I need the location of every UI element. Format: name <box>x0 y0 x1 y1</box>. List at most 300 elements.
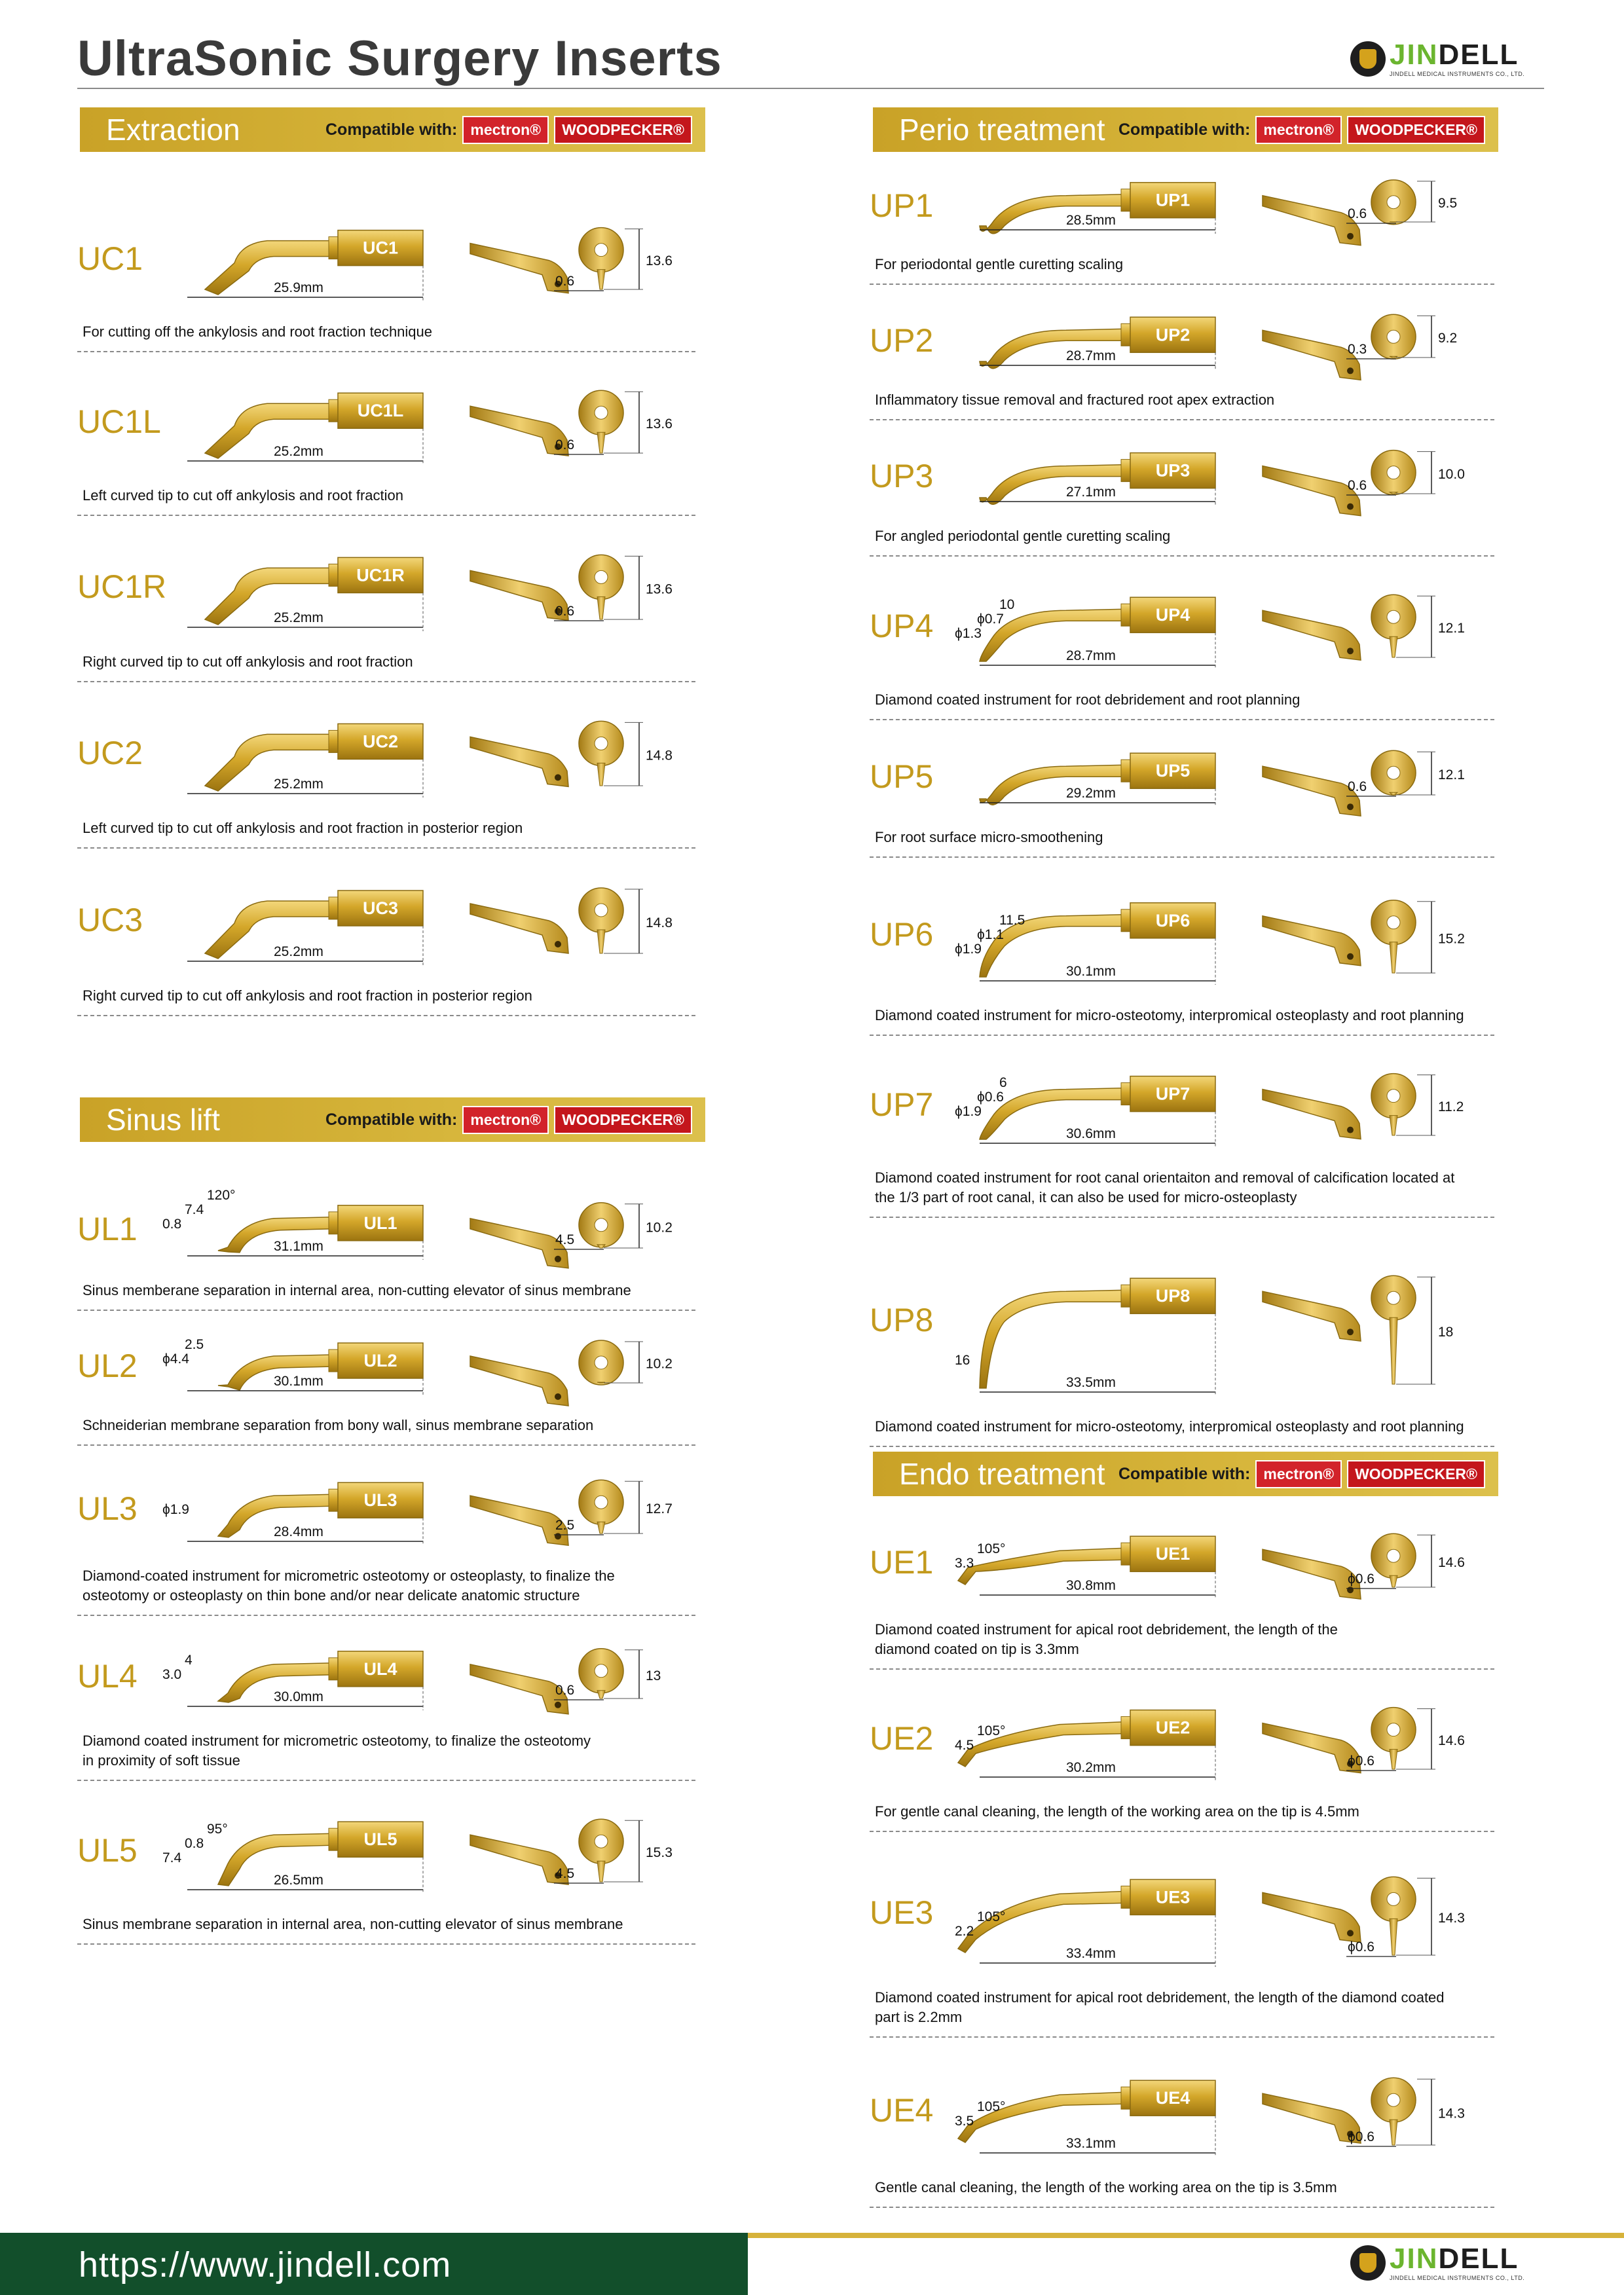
insert-drawing <box>870 1839 1498 1988</box>
insert-drawing <box>77 359 699 486</box>
hub-collar <box>329 1349 338 1372</box>
insert-3d-view <box>470 904 568 953</box>
height-label: 13.6 <box>646 581 673 597</box>
row-separator <box>870 2036 1494 2038</box>
tip-annotation-label: 3.5 <box>955 2114 974 2129</box>
insert-3d-body <box>1263 766 1361 816</box>
row-separator <box>77 847 695 849</box>
height-label: 14.8 <box>646 748 673 763</box>
insert-3d-view <box>1263 2093 1361 2143</box>
insert-3d-view <box>470 244 568 293</box>
insert-uc2 <box>77 689 699 855</box>
tip-annotation-label: ϕ0.7 <box>977 612 1004 627</box>
insert-3d-body <box>470 570 568 620</box>
woodpecker-badge: WOODPECKER® <box>554 1106 692 1134</box>
insert-code: UC1R <box>77 568 167 605</box>
tip-annotation-label: 105° <box>977 1723 1006 1738</box>
jindell-logo <box>1350 41 1524 77</box>
insert-hub <box>1121 183 1215 218</box>
front-view-tip <box>597 930 605 953</box>
insert-3d-view <box>470 1219 568 1268</box>
hub-collar <box>329 730 338 752</box>
length-label: 30.0mm <box>274 1689 323 1704</box>
mectron-badge: mectron® <box>1255 1460 1342 1488</box>
hub-code-label: UP2 <box>1155 325 1190 345</box>
insert-up2 <box>870 291 1498 427</box>
insert-3d-view <box>1263 330 1361 380</box>
insert-hub <box>329 1651 423 1687</box>
front-view-tip <box>1390 2120 1397 2145</box>
insert-3d-body <box>470 1664 568 1714</box>
insert-3d-body <box>1263 2093 1361 2143</box>
hub-code-label: UL3 <box>363 1490 397 1511</box>
insert-hub <box>1121 1536 1215 1571</box>
insert-hub <box>1121 753 1215 788</box>
tip-width-label: ϕ0.6 <box>1348 1753 1375 1769</box>
insert-description: For root surface micro-smoothening <box>875 829 1103 845</box>
insert-3d-body <box>1263 916 1361 966</box>
tip-annotation-label: ϕ1.1 <box>977 927 1004 942</box>
insert-3d-body <box>470 1835 568 1884</box>
front-view-tip <box>1390 1919 1397 1955</box>
tip-width-label: 4.5 <box>555 1866 575 1881</box>
front-view-bore <box>595 1356 608 1369</box>
insert-up6 <box>870 864 1498 1042</box>
insert-3d-hole <box>1347 1587 1354 1593</box>
insert-drawing <box>870 1506 1498 1620</box>
insert-drawing <box>77 196 699 322</box>
tip-annotation-label: 120° <box>207 1188 236 1203</box>
hub-collar <box>1121 460 1130 482</box>
row-separator <box>870 1035 1494 1036</box>
row-separator <box>870 1668 1494 1670</box>
insert-front-view <box>579 1340 623 1385</box>
insert-3d-body <box>1263 1892 1361 1942</box>
insert-hub <box>1121 597 1215 633</box>
hub-code-label: UP3 <box>1155 460 1190 481</box>
height-label: 14.6 <box>1438 1555 1465 1571</box>
insert-code: UE4 <box>870 2092 934 2129</box>
hub-collar <box>1121 1717 1130 1739</box>
tip-annotation-label: 7.4 <box>185 1202 204 1217</box>
insert-drawing <box>870 1042 1498 1168</box>
hub-collar <box>1121 1285 1130 1307</box>
hub-code-label: UC1L <box>357 401 404 421</box>
insert-description: For cutting off the ankylosis and root fraction technique <box>83 323 433 340</box>
logo-brand-b: DELL <box>1438 2243 1519 2275</box>
insert-description: Right curved tip to cut off ankylosis and root fraction <box>83 653 413 670</box>
height-label: 12.1 <box>1438 621 1465 636</box>
front-view-tip <box>597 1691 605 1698</box>
height-label: 10.2 <box>646 1220 673 1236</box>
mectron-badge: mectron® <box>462 1106 549 1134</box>
front-view-tip <box>1390 1750 1397 1769</box>
hub-code-label: UC3 <box>362 898 399 918</box>
insert-description: Diamond coated instrument for apical root debridement, the length of the <box>875 1621 1338 1638</box>
height-label: 10.2 <box>646 1356 673 1372</box>
tip-annotation-label: 105° <box>977 1541 1006 1556</box>
insert-description: Diamond coated instrument for micro-osteotomy, interpromical osteoplasty and root planning <box>875 1007 1464 1023</box>
tip-annotation-label: 0.8 <box>162 1217 182 1232</box>
height-label: 13.6 <box>646 253 673 268</box>
banner-sinus <box>80 1097 705 1142</box>
insert-drawing <box>870 291 1498 390</box>
hub-code-label: UP8 <box>1155 1286 1190 1306</box>
length-label: 29.2mm <box>1066 786 1116 801</box>
tip-width-label: 0.6 <box>1348 206 1367 221</box>
insert-hub <box>329 1205 423 1241</box>
insert-ue4 <box>870 2044 1498 2214</box>
insert-code: UP3 <box>870 458 934 494</box>
insert-code: UE1 <box>870 1544 934 1581</box>
hub-collar <box>1121 323 1130 346</box>
hub-collar <box>1121 604 1130 626</box>
row-separator <box>870 1446 1494 1447</box>
insert-ue3 <box>870 1839 1498 2044</box>
front-view-bore <box>595 1664 608 1678</box>
insert-hub <box>329 1822 423 1857</box>
tip-annotation-label: 10 <box>999 597 1015 612</box>
height-label: 11.2 <box>1438 1099 1464 1114</box>
website-link[interactable]: https://www.jindell.com <box>79 2245 452 2285</box>
insert-uc1 <box>77 196 699 359</box>
row-separator <box>870 719 1494 720</box>
hub-code-label: UC2 <box>362 731 399 752</box>
woodpecker-badge: WOODPECKER® <box>1347 116 1485 144</box>
row-separator <box>870 555 1494 557</box>
insert-hub <box>329 1482 423 1518</box>
tip-annotation-label: 7.4 <box>162 1850 182 1865</box>
row-separator <box>870 856 1494 858</box>
insert-description: For angled periodontal gentle curetting scaling <box>875 528 1171 544</box>
insert-hub <box>329 393 423 428</box>
insert-drawing <box>77 689 699 818</box>
tip-annotation-label: 11.5 <box>999 913 1025 928</box>
insert-hub <box>1121 453 1215 488</box>
row-separator <box>870 284 1494 285</box>
insert-front-view <box>1371 1276 1416 1384</box>
front-view-tip <box>597 1522 605 1533</box>
insert-hub <box>329 1343 423 1378</box>
insert-front-view <box>1371 1074 1416 1135</box>
insert-3d-hole <box>1347 504 1354 510</box>
tip-width-label: 0.6 <box>555 1683 575 1698</box>
tip-width-label: ϕ0.6 <box>1348 2129 1375 2144</box>
hub-code-label: UE4 <box>1155 2088 1190 2108</box>
front-view-bore <box>1387 610 1400 623</box>
front-view-tip <box>1390 1116 1397 1135</box>
tip-width-label: 0.6 <box>1348 478 1367 493</box>
row-separator <box>870 1831 1494 1832</box>
insert-code: UP5 <box>870 758 934 795</box>
tip-annotation-label: ϕ0.6 <box>977 1090 1004 1105</box>
insert-uc1r <box>77 523 699 689</box>
insert-code: UC1L <box>77 403 161 440</box>
insert-description: Left curved tip to cut off ankylosis and root fraction <box>83 487 403 504</box>
insert-3d-view <box>470 1664 568 1714</box>
insert-code: UP2 <box>870 321 934 359</box>
insert-ul4 <box>77 1623 699 1788</box>
tip-annotation-label: 105° <box>977 2099 1006 2114</box>
insert-front-view <box>579 1819 623 1882</box>
insert-3d-hole <box>1347 803 1354 810</box>
compat-label: Compatible with: <box>1118 120 1251 139</box>
tip-width-label: 4.5 <box>555 1232 575 1247</box>
insert-hub <box>1121 1278 1215 1313</box>
tip-annotation-label: 6 <box>999 1075 1007 1090</box>
front-view-bore <box>595 737 608 750</box>
insert-3d-view <box>1263 1090 1361 1139</box>
row-separator <box>77 1615 695 1616</box>
insert-3d-hole <box>1347 1127 1354 1133</box>
tip-width-label: 0.6 <box>555 604 575 619</box>
insert-3d-hole <box>1347 233 1354 240</box>
insert-description: For periodontal gentle curetting scaling <box>875 256 1124 272</box>
length-label: 27.1mm <box>1066 485 1116 500</box>
insert-drawing <box>77 1317 699 1416</box>
insert-up1 <box>870 157 1498 291</box>
height-label: 12.1 <box>1438 767 1465 783</box>
height-label: 12.7 <box>646 1501 673 1517</box>
insert-up7 <box>870 1042 1498 1224</box>
logo-subtitle: JINDELL MEDICAL INSTRUMENTS CO., LTD. <box>1390 71 1525 77</box>
insert-ul3 <box>77 1452 699 1623</box>
insert-description: Diamond coated instrument for micro-osteotomy, interpromical osteoplasty and root planning <box>875 1418 1464 1435</box>
insert-3d-view <box>470 737 568 786</box>
row-separator <box>77 1943 695 1945</box>
insert-description-line2: osteotomy or osteoplasty on thin bone and/or near delicate anatomic structure <box>83 1587 580 1604</box>
logo-brand-a: JIN <box>1390 39 1439 71</box>
height-label: 10.0 <box>1438 466 1465 482</box>
insert-3d-view <box>1263 1892 1361 1942</box>
tip-width-label: 0.6 <box>555 274 575 289</box>
insert-3d-hole <box>555 1702 561 1708</box>
insert-3d-hole <box>1347 648 1354 654</box>
front-view-bore <box>1387 196 1400 209</box>
insert-hub <box>329 230 423 266</box>
tip-annotation-label: ϕ1.9 <box>162 1502 189 1517</box>
insert-drawing <box>870 563 1498 690</box>
insert-hub <box>1121 317 1215 352</box>
insert-front-view <box>1371 1533 1416 1587</box>
height-label: 14.3 <box>1438 2106 1465 2121</box>
insert-shaft <box>980 1290 1125 1388</box>
front-view-bore <box>1387 1549 1400 1562</box>
insert-code: UP8 <box>870 1302 934 1338</box>
insert-3d-view <box>470 1835 568 1884</box>
insert-3d-body <box>470 1219 568 1268</box>
height-label: 13 <box>646 1668 661 1683</box>
insert-code: UL3 <box>77 1490 138 1527</box>
insert-3d-view <box>470 406 568 456</box>
hub-code-label: UP4 <box>1155 605 1190 625</box>
banner-extraction <box>80 107 705 152</box>
hub-collar <box>1121 1886 1130 1908</box>
height-label: 14.8 <box>646 915 673 930</box>
insert-hub <box>329 890 423 926</box>
height-label: 9.2 <box>1438 331 1458 346</box>
front-view-bore <box>1387 1090 1400 1103</box>
insert-description-line2: part is 2.2mm <box>875 2009 963 2025</box>
length-label: 30.1mm <box>1066 964 1116 979</box>
insert-front-view <box>1371 1877 1416 1955</box>
insert-3d-hole <box>555 941 561 947</box>
row-separator <box>870 1217 1494 1218</box>
insert-3d-view <box>470 570 568 620</box>
front-view-bore <box>595 244 608 257</box>
insert-front-view <box>579 1649 623 1698</box>
tip-annotation-label: ϕ1.3 <box>955 626 982 641</box>
hub-code-label: UP5 <box>1155 761 1190 781</box>
insert-description: For gentle canal cleaning, the length of the working area on the tip is 4.5mm <box>875 1803 1359 1820</box>
front-view-bore <box>595 1496 608 1509</box>
insert-code: UL2 <box>77 1348 138 1384</box>
hub-code-label: UL1 <box>363 1213 397 1233</box>
front-view-tip <box>597 432 605 453</box>
insert-hub <box>1121 1879 1215 1915</box>
insert-code: UC1 <box>77 240 143 277</box>
insert-ue1 <box>870 1506 1498 1676</box>
insert-3d-body <box>1263 1549 1361 1599</box>
insert-description: Left curved tip to cut off ankylosis and root fraction in posterior region <box>83 820 523 836</box>
insert-front-view <box>579 721 623 786</box>
mectron-badge: mectron® <box>1255 116 1342 144</box>
length-label: 30.2mm <box>1066 1760 1116 1775</box>
insert-code: UL1 <box>77 1211 138 1247</box>
front-view-bore <box>1387 916 1400 929</box>
insert-description: Diamond coated instrument for root canal orientaiton and removal of calcification located at <box>875 1169 1455 1186</box>
insert-front-view <box>579 1203 623 1248</box>
hub-collar <box>329 1658 338 1680</box>
hub-collar <box>1121 1083 1130 1105</box>
logo-brand-b: DELL <box>1438 39 1519 71</box>
insert-front-view <box>1371 180 1416 225</box>
insert-description: Sinus membrane separation in internal area, non-cutting elevator of sinus membrane <box>83 1916 623 1932</box>
hub-code-label: UP1 <box>1155 190 1190 210</box>
section-title: Endo treatment <box>899 1457 1105 1491</box>
insert-3d-body <box>1263 1723 1361 1773</box>
insert-3d-body <box>470 406 568 456</box>
hub-code-label: UE3 <box>1155 1887 1190 1907</box>
insert-code: UL4 <box>77 1658 138 1695</box>
insert-hub <box>1121 2080 1215 2116</box>
insert-up4 <box>870 563 1498 727</box>
insert-front-view <box>579 888 623 953</box>
tip-annotation-label: 95° <box>207 1822 228 1837</box>
page-title: UltraSonic Surgery Inserts <box>77 31 722 86</box>
height-label: 14.6 <box>1438 1733 1465 1748</box>
tip-width-label: 2.5 <box>555 1518 575 1533</box>
tip-annotation-label: 4.5 <box>955 1738 974 1753</box>
jindell-logo-icon <box>1350 2245 1386 2281</box>
front-view-bore <box>595 406 608 419</box>
length-label: 26.5mm <box>274 1873 323 1888</box>
insert-3d-hole <box>1347 367 1354 374</box>
insert-3d-view <box>1263 196 1361 246</box>
insert-front-view <box>579 555 623 619</box>
length-label: 25.2mm <box>274 444 323 459</box>
tip-annotation-label: 3.0 <box>162 1667 182 1682</box>
insert-front-view <box>1371 314 1416 359</box>
insert-drawing <box>870 427 1498 526</box>
mectron-badge: mectron® <box>462 116 549 144</box>
front-view-bore <box>595 570 608 583</box>
length-label: 30.8mm <box>1066 1578 1116 1593</box>
insert-front-view <box>1371 450 1416 495</box>
hub-collar <box>329 564 338 586</box>
insert-description: Diamond coated instrument for micrometric osteotomy, to finalize the osteotomy <box>83 1733 591 1749</box>
insert-front-view <box>579 1480 623 1533</box>
tip-annotation-label: ϕ1.9 <box>955 1104 982 1119</box>
length-label: 33.4mm <box>1066 1946 1116 1961</box>
compat-label: Compatible with: <box>1118 1464 1251 1483</box>
insert-3d-view <box>1263 1549 1361 1599</box>
front-view-tip <box>597 763 605 786</box>
front-view-bore <box>1387 766 1400 779</box>
insert-3d-body <box>470 737 568 786</box>
insert-description: Inflammatory tissue removal and fractured root apex extraction <box>875 392 1275 408</box>
hub-code-label: UP7 <box>1155 1084 1190 1104</box>
hub-code-label: UL2 <box>363 1351 397 1370</box>
section-title: Perio treatment <box>899 113 1105 147</box>
height-label: 9.5 <box>1438 195 1458 211</box>
section-title: Extraction <box>106 113 240 147</box>
insert-front-view <box>1371 2078 1416 2145</box>
hub-collar <box>1121 909 1130 932</box>
compat-label: Compatible with: <box>325 120 458 139</box>
insert-description: Schneiderian membrane separation from bony wall, sinus membrane separation <box>83 1417 594 1433</box>
height-label: 15.3 <box>646 1845 673 1861</box>
tip-width-label: 0.6 <box>555 437 575 452</box>
length-label: 33.1mm <box>1066 2136 1116 2151</box>
insert-3d-view <box>1263 766 1361 816</box>
front-view-tip <box>597 270 605 289</box>
insert-description-line2: in proximity of soft tissue <box>83 1752 240 1769</box>
height-label: 18 <box>1438 1325 1454 1340</box>
hub-collar <box>329 897 338 919</box>
insert-front-view <box>579 228 623 289</box>
tip-width-label: ϕ0.6 <box>1348 1571 1375 1587</box>
tip-annotation-label: 16 <box>955 1353 970 1368</box>
insert-up5 <box>870 727 1498 864</box>
hub-collar <box>1121 189 1130 211</box>
insert-front-view <box>1371 1708 1416 1769</box>
insert-code: UP6 <box>870 916 934 953</box>
insert-uc1l <box>77 359 699 523</box>
front-view-bore <box>1387 466 1400 479</box>
height-label: 15.2 <box>1438 931 1465 947</box>
insert-description: Diamond coated instrument for apical root debridement, the length of the diamond coated <box>875 1989 1445 2006</box>
height-label: 14.3 <box>1438 1911 1465 1926</box>
insert-up8 <box>870 1224 1498 1454</box>
insert-3d-hole <box>1347 1930 1354 1936</box>
front-view-bore <box>1387 2093 1400 2106</box>
row-separator <box>77 1780 695 1781</box>
front-view-tip <box>597 597 605 619</box>
insert-3d-body <box>1263 466 1361 516</box>
insert-code: UC3 <box>77 902 143 938</box>
length-label: 30.6mm <box>1066 1126 1116 1141</box>
insert-ul5 <box>77 1788 699 1951</box>
hub-code-label: UC1 <box>362 238 399 258</box>
insert-code: UP4 <box>870 608 934 644</box>
length-label: 25.2mm <box>274 944 323 959</box>
length-label: 25.2mm <box>274 777 323 792</box>
insert-hub <box>329 557 423 593</box>
length-label: 30.1mm <box>274 1374 323 1389</box>
row-separator <box>77 515 695 516</box>
insert-3d-hole <box>555 1533 561 1539</box>
